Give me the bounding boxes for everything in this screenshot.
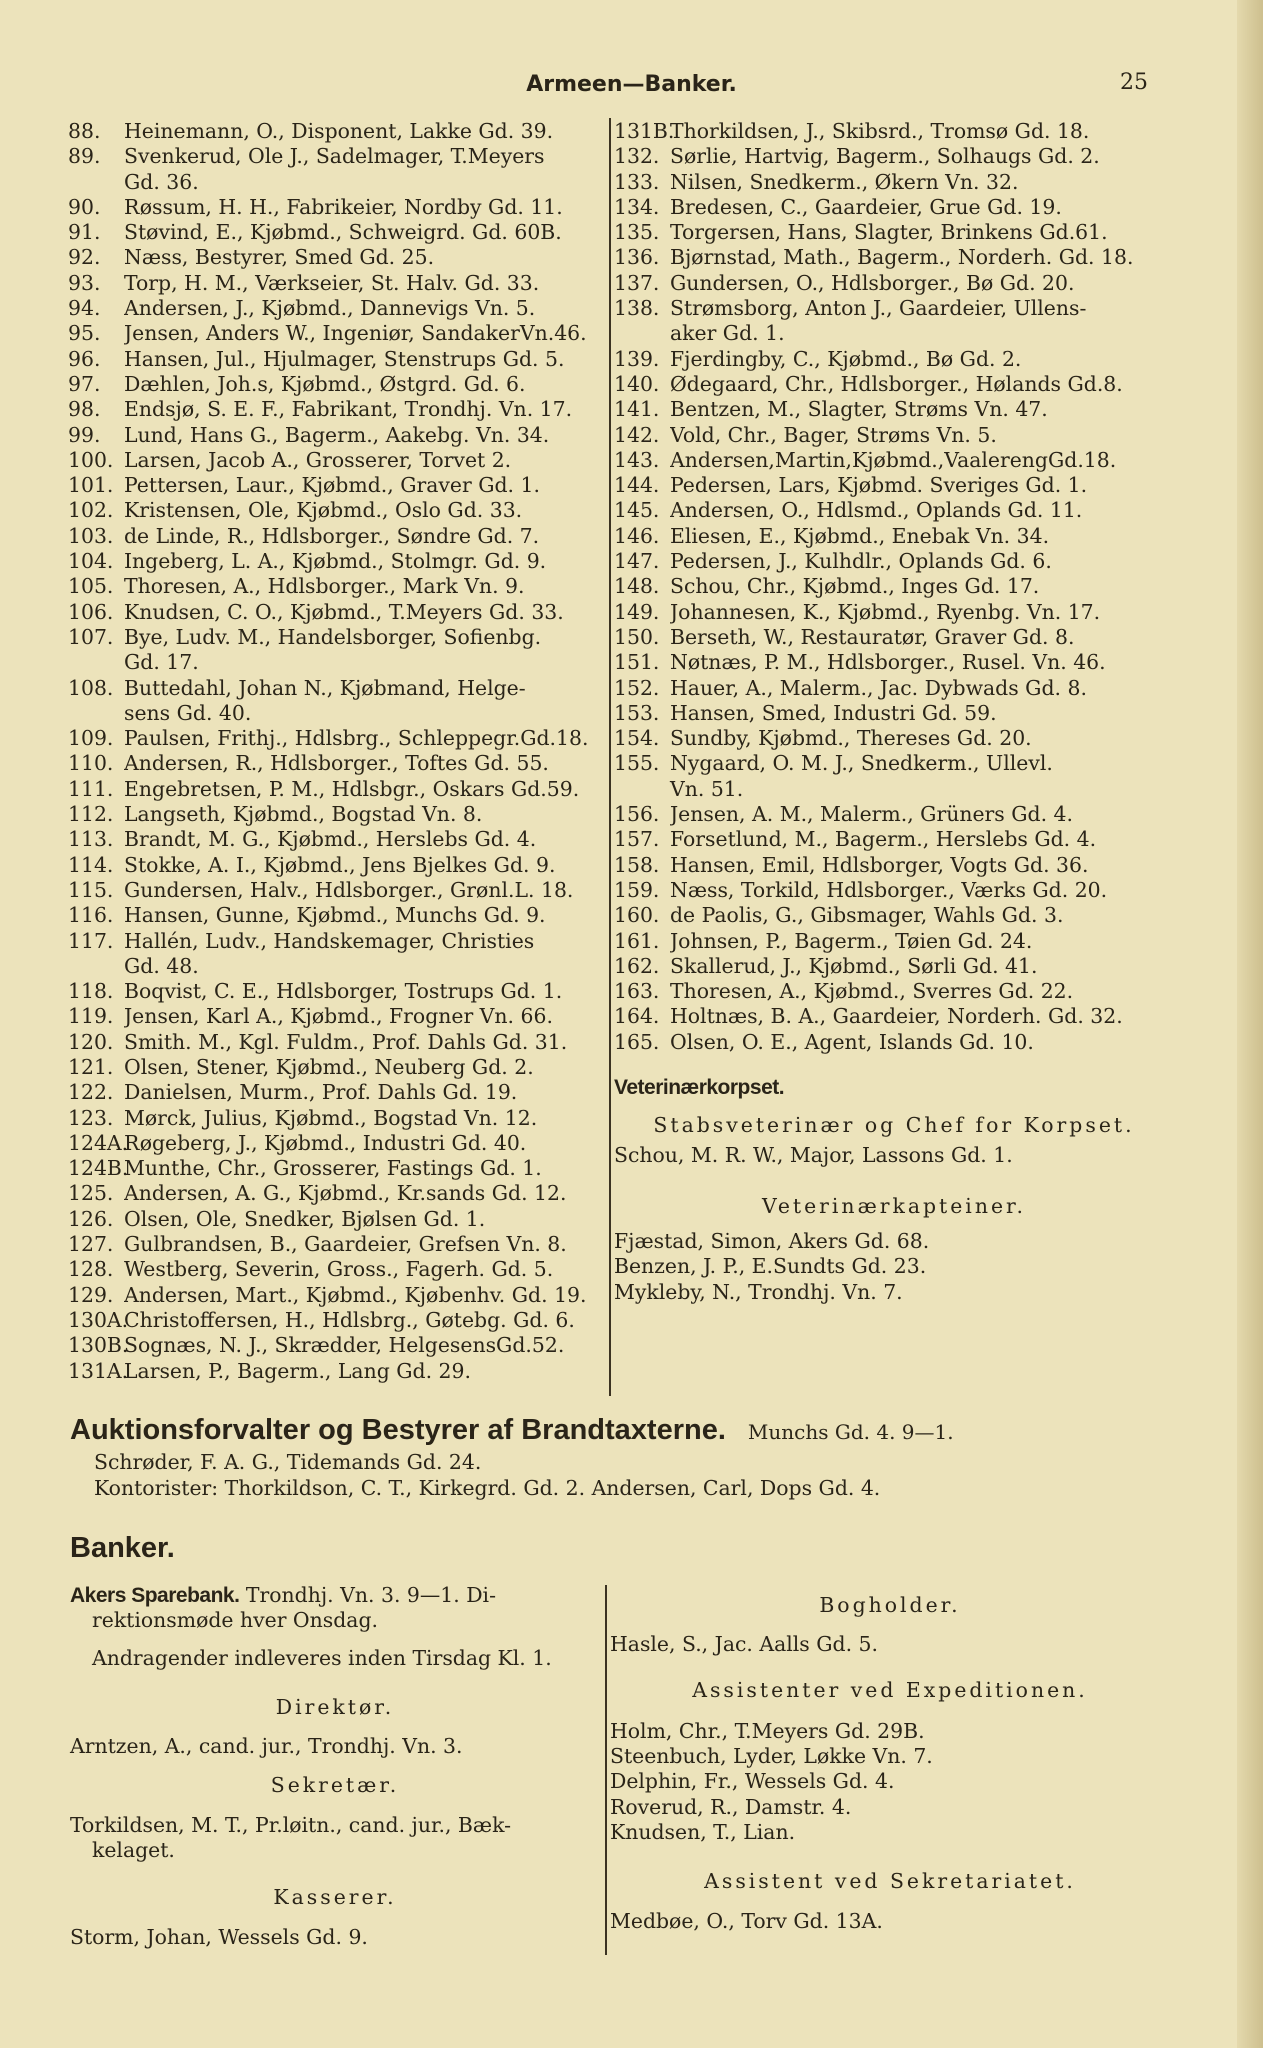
entry-text: Andersen, R., Hdlsborger., Toftes Gd. 55. bbox=[124, 751, 549, 776]
entry-text: Smith. M., Kgl. Fuldm., Prof. Dahls Gd. 31. bbox=[124, 1029, 568, 1054]
entry-number: 147. bbox=[614, 549, 660, 574]
entry-number: 90. bbox=[68, 194, 101, 219]
akers-sparebank-address: Trondhj. Vn. 3. 9—1. Di- bbox=[245, 1583, 496, 1607]
entry-text: Andersen, A. G., Kjøbmd., Kr.sands Gd. 12. bbox=[124, 1181, 567, 1206]
entry-text: Knudsen, C. O., Kjøbmd., T.Meyers Gd. 33. bbox=[124, 599, 564, 624]
entry-text: Bentzen, M., Slagter, Strøms Vn. 47. bbox=[670, 397, 1048, 422]
entry-text: Nøtnæs, P. M., Hdlsborger., Rusel. Vn. 46. bbox=[670, 650, 1106, 675]
entry-text: Andersen,Martin,Kjøbmd.,VaalerengGd.18. bbox=[670, 447, 1117, 472]
running-header: Armeen—Banker. bbox=[526, 72, 737, 97]
entry-number: 92. bbox=[68, 245, 101, 270]
directory-entry bbox=[614, 853, 1174, 878]
entry-number: 95. bbox=[68, 321, 101, 346]
entry-text: Bredesen, C., Gaardeier, Grue Gd. 19. bbox=[670, 194, 1062, 219]
directory-entry bbox=[68, 625, 606, 650]
directory-entry bbox=[68, 1283, 606, 1308]
directory-entry bbox=[614, 144, 1174, 169]
page-number: 25 bbox=[1120, 70, 1148, 95]
directory-entry bbox=[68, 1207, 606, 1232]
entry-text: Buttedahl, Johan N., Kjøbmand, Helge- bbox=[124, 675, 526, 700]
entry-text: Skallerud, J., Kjøbmd., Sørli Gd. 41. bbox=[670, 953, 1038, 978]
akers-sparebank-meetings: rektionsmøde hver Onsdag. bbox=[92, 1608, 378, 1633]
entry-number: 120. bbox=[68, 1029, 114, 1054]
entry-number: 152. bbox=[614, 675, 660, 700]
entry-number: 157. bbox=[614, 827, 660, 852]
directory-entry bbox=[68, 245, 606, 270]
entry-number: 143. bbox=[614, 447, 660, 472]
entry-number: 150. bbox=[614, 624, 660, 649]
bogholder-name: Hasle, S., Jac. Aalls Gd. 5. bbox=[610, 1632, 878, 1657]
entry-text: Hansen, Smed, Industri Gd. 59. bbox=[670, 700, 997, 725]
entry-text: Gulbrandsen, B., Gaardeier, Grefsen Vn. 8. bbox=[124, 1232, 567, 1257]
veterinaer-chef-heading: Stabsveterinær og Chef for Korpset. bbox=[653, 1113, 1135, 1138]
entry-number: 163. bbox=[614, 979, 660, 1004]
entry-number: 129. bbox=[68, 1282, 114, 1307]
entry-text: Thorkildsen, J., Skibsrd., Tromsø Gd. 18. bbox=[670, 119, 1090, 143]
directory-entry bbox=[614, 600, 1174, 625]
auktion-bestyrer: Schrøder, F. A. G., Tidemands Gd. 24. bbox=[94, 1450, 482, 1474]
entry-text: Sognæs, N. J., Skrædder, HelgesensGd.52. bbox=[124, 1333, 565, 1358]
entry-number: 145. bbox=[614, 498, 660, 523]
directory-entry bbox=[614, 827, 1174, 852]
directory-entry bbox=[68, 397, 606, 422]
directory-entry bbox=[68, 802, 606, 827]
directory-entry bbox=[68, 144, 606, 169]
entry-number: 103. bbox=[68, 523, 114, 548]
banker-heading: Banker. bbox=[70, 1532, 175, 1564]
veterinaer-kaptein: Fjæstad, Simon, Akers Gd. 68. bbox=[614, 1229, 930, 1254]
entry-continuation: Gd. 17. bbox=[124, 650, 199, 675]
directory-entry bbox=[614, 954, 1174, 979]
directory-entry bbox=[68, 549, 606, 574]
entry-number: 137. bbox=[614, 270, 660, 295]
entry-number: 116. bbox=[68, 903, 114, 928]
entry-number: 130A. bbox=[68, 1307, 129, 1332]
directory-entry bbox=[68, 1055, 606, 1080]
directory-entry bbox=[68, 448, 606, 473]
entry-continuation: Gd. 48. bbox=[124, 953, 199, 978]
directory-entry bbox=[614, 1004, 1174, 1029]
directory-entry bbox=[614, 676, 1174, 701]
assistenter-expedition-heading: Assistenter ved Expeditionen. bbox=[692, 1677, 1088, 1702]
entry-number: 162. bbox=[614, 953, 660, 978]
directory-entry bbox=[614, 170, 1174, 195]
entry-text: Christoffersen, H., Hdlsbrg., Gøtebg. Gd. 6. bbox=[124, 1307, 575, 1332]
directory-entry bbox=[614, 979, 1174, 1004]
entry-text: Jensen, A. M., Malerm., Grüners Gd. 4. bbox=[670, 802, 1073, 827]
entry-text: Støvind, E., Kjøbmd., Schweigrd. Gd. 60B. bbox=[124, 220, 562, 245]
akers-sparebank-name: Akers Sparebank. bbox=[70, 1584, 240, 1607]
entry-number: 109. bbox=[68, 726, 114, 751]
directory-entry bbox=[614, 802, 1174, 827]
entry-number: 106. bbox=[68, 599, 114, 624]
entry-number: 112. bbox=[68, 802, 114, 827]
banker-right-block bbox=[610, 1593, 1170, 1934]
entry-text: de Paolis, G., Gibsmager, Wahls Gd. 3. bbox=[670, 903, 1064, 928]
kasserer-heading: Kasserer. bbox=[273, 1885, 397, 1910]
entry-number: 132. bbox=[614, 144, 660, 169]
assistent-name: Roverud, R., Damstr. 4. bbox=[610, 1794, 852, 1819]
entry-number: 99. bbox=[68, 422, 101, 447]
directory-entry bbox=[614, 195, 1174, 220]
entry-number: 114. bbox=[68, 852, 114, 877]
directory-entry bbox=[68, 473, 606, 498]
veterinaer-chef: Schou, M. R. W., Major, Lassons Gd. 1. bbox=[614, 1142, 1013, 1167]
entry-number: 102. bbox=[68, 498, 114, 523]
veterinaer-kapteiner-heading: Veterinærkapteiner. bbox=[761, 1193, 1027, 1218]
entry-number: 127. bbox=[68, 1232, 114, 1257]
entry-number: 88. bbox=[68, 119, 101, 143]
entry-text: Nygaard, O. M. J., Snedkerm., Ullevl. bbox=[670, 751, 1053, 776]
entry-number: 105. bbox=[68, 574, 114, 599]
directory-entry bbox=[614, 119, 1174, 144]
entry-text: Fjerdingby, C., Kjøbmd., Bø Gd. 2. bbox=[670, 346, 1022, 371]
directory-entry bbox=[614, 574, 1174, 599]
entry-text: Kristensen, Ole, Kjøbmd., Oslo Gd. 33. bbox=[124, 498, 523, 523]
directory-entry bbox=[68, 574, 606, 599]
entry-text: Larsen, P., Bagerm., Lang Gd. 29. bbox=[124, 1358, 471, 1383]
entry-text: Berseth, W., Restauratør, Graver Gd. 8. bbox=[670, 624, 1075, 649]
akers-sparebank-line bbox=[70, 1583, 600, 1608]
entry-text: Olsen, Ole, Snedker, Bjølsen Gd. 1. bbox=[124, 1206, 486, 1231]
directory-entry bbox=[68, 1131, 606, 1156]
directory-entry bbox=[68, 1232, 606, 1257]
entry-text: Nilsen, Snedkerm., Økern Vn. 32. bbox=[670, 169, 1019, 194]
entry-text: Johannesen, K., Kjøbmd., Ryenbg. Vn. 17. bbox=[670, 599, 1101, 624]
entry-number: 115. bbox=[68, 877, 114, 902]
entry-text: Jensen, Karl A., Kjøbmd., Frogner Vn. 66. bbox=[124, 1004, 553, 1029]
directory-entry bbox=[68, 827, 606, 852]
entry-number: 133. bbox=[614, 169, 660, 194]
directory-entry bbox=[614, 473, 1174, 498]
entry-text: Hauer, A., Malerm., Jac. Dybwads Gd. 8. bbox=[670, 675, 1087, 700]
veterinaer-kaptein: Mykleby, N., Trondhj. Vn. 7. bbox=[614, 1279, 903, 1304]
entry-number: 134. bbox=[614, 194, 660, 219]
left-column-list bbox=[68, 119, 606, 1384]
directory-entry bbox=[68, 1030, 606, 1055]
directory-entry bbox=[614, 423, 1174, 448]
directory-entry bbox=[68, 423, 606, 448]
entry-text: Langseth, Kjøbmd., Bogstad Vn. 8. bbox=[124, 802, 483, 827]
veterinaer-kaptein: Benzen, J. P., E.Sundts Gd. 23. bbox=[614, 1254, 927, 1279]
entry-continuation: sens Gd. 40. bbox=[124, 700, 252, 725]
directory-entry bbox=[614, 397, 1174, 422]
entry-text: Stokke, A. I., Kjøbmd., Jens Bjelkes Gd. 9. bbox=[124, 852, 556, 877]
entry-text: Bye, Ludv. M., Handelsborger, Sofienbg. bbox=[124, 624, 542, 649]
directory-entry bbox=[68, 878, 606, 903]
directory-entry bbox=[68, 1004, 606, 1029]
entry-number: 117. bbox=[68, 928, 114, 953]
sekretaer-heading: Sekretær. bbox=[270, 1773, 400, 1798]
auktion-kontorister: Kontorister: Thorkildson, C. T., Kirkegrd. Gd. 2. Andersen, Carl, Dops Gd. 4. bbox=[94, 1476, 881, 1500]
entry-number: 89. bbox=[68, 144, 101, 169]
entry-text: Røgeberg, J., Kjøbmd., Industri Gd. 40. bbox=[124, 1130, 527, 1155]
directory-entry bbox=[614, 448, 1174, 473]
auktion-hours: Munchs Gd. 4. 9—1. bbox=[747, 1420, 954, 1444]
directory-entry bbox=[614, 1030, 1174, 1055]
entry-text: Holtnæs, B. A., Gaardeier, Norderh. Gd. 32. bbox=[670, 1004, 1123, 1029]
directory-entry bbox=[68, 903, 606, 928]
entry-text: Thoresen, A., Hdlsborger., Mark Vn. 9. bbox=[124, 574, 525, 599]
entry-text: Hansen, Gunne, Kjøbmd., Munchs Gd. 9. bbox=[124, 903, 546, 928]
assistent-sekretariat-name: Medbøe, O., Torv Gd. 13A. bbox=[610, 1908, 883, 1933]
entry-text: Heinemann, O., Disponent, Lakke Gd. 39. bbox=[124, 119, 554, 143]
entry-number: 118. bbox=[68, 979, 114, 1004]
entry-number: 100. bbox=[68, 447, 114, 472]
entry-number: 97. bbox=[68, 371, 101, 396]
entry-number: 144. bbox=[614, 473, 660, 498]
entry-number: 119. bbox=[68, 1004, 114, 1029]
entry-number: 128. bbox=[68, 1257, 114, 1282]
entry-number: 121. bbox=[68, 1054, 114, 1079]
entry-text: Thoresen, A., Kjøbmd., Sverres Gd. 22. bbox=[670, 979, 1074, 1004]
directory-entry bbox=[68, 600, 606, 625]
entry-number: 142. bbox=[614, 422, 660, 447]
banker-left-block bbox=[70, 1583, 600, 1950]
entry-text: Svenkerud, Ole J., Sadelmager, T.Meyers bbox=[124, 144, 545, 169]
entry-text: Røssum, H. H., Fabrikeier, Nordby Gd. 11. bbox=[124, 194, 563, 219]
direktor-name: Arntzen, A., cand. jur., Trondhj. Vn. 3. bbox=[70, 1734, 463, 1759]
entry-text: Johnsen, P., Bagerm., Tøien Gd. 24. bbox=[670, 928, 1033, 953]
directory-entry bbox=[68, 347, 606, 372]
entry-number: 124A. bbox=[68, 1130, 129, 1155]
entry-text: Jensen, Anders W., Ingeniør, SandakerVn.46. bbox=[124, 321, 587, 346]
directory-entry bbox=[614, 701, 1174, 726]
entry-text: Danielsen, Murm., Prof. Dahls Gd. 19. bbox=[124, 1080, 518, 1105]
entry-text: Torgersen, Hans, Slagter, Brinkens Gd.61. bbox=[670, 220, 1108, 245]
entry-number: 125. bbox=[68, 1181, 114, 1206]
directory-entry bbox=[68, 1257, 606, 1282]
auktion-title: Auktionsforvalter og Bestyrer af Brandtaxterne. bbox=[70, 1414, 726, 1446]
entry-number: 94. bbox=[68, 296, 101, 321]
entry-number: 136. bbox=[614, 245, 660, 270]
directory-entry bbox=[68, 195, 606, 220]
entry-text: Andersen, J., Kjøbmd., Dannevigs Vn. 5. bbox=[124, 296, 536, 321]
directory-entry bbox=[68, 929, 606, 954]
entry-number: 151. bbox=[614, 650, 660, 675]
entry-number: 161. bbox=[614, 928, 660, 953]
directory-entry bbox=[68, 1080, 606, 1105]
entry-text: Schou, Chr., Kjøbmd., Inges Gd. 17. bbox=[670, 574, 1040, 599]
entry-number: 111. bbox=[68, 776, 114, 801]
entry-text: Bjørnstad, Math., Bagerm., Norderh. Gd. 18. bbox=[670, 245, 1134, 270]
column-divider bbox=[609, 118, 611, 1396]
entry-text: Forsetlund, M., Bagerm., Herslebs Gd. 4. bbox=[670, 827, 1097, 852]
entry-number: 113. bbox=[68, 827, 114, 852]
auktion-heading bbox=[70, 1414, 954, 1447]
entry-text: Lund, Hans G., Bagerm., Aakebg. Vn. 34. bbox=[124, 422, 550, 447]
entry-text: Pettersen, Laur., Kjøbmd., Graver Gd. 1. bbox=[124, 473, 540, 498]
directory-entry bbox=[614, 245, 1174, 270]
entry-number: 165. bbox=[614, 1029, 660, 1054]
directory-entry bbox=[614, 726, 1174, 751]
entry-number: 98. bbox=[68, 397, 101, 422]
banker-column-divider bbox=[605, 1585, 607, 1955]
directory-entry bbox=[68, 119, 606, 144]
entry-text: Ingeberg, L. A., Kjøbmd., Stolmgr. Gd. 9. bbox=[124, 549, 547, 574]
entry-number: 160. bbox=[614, 903, 660, 928]
entry-text: Andersen, Mart., Kjøbmd., Kjøbenhv. Gd. 19. bbox=[124, 1282, 587, 1307]
veterinaer-heading: Veterinærkorpset. bbox=[614, 1075, 785, 1099]
sekretaer-name-cont: kelaget. bbox=[92, 1838, 175, 1863]
entry-number: 155. bbox=[614, 751, 660, 776]
directory-entry bbox=[614, 498, 1174, 523]
directory-entry bbox=[614, 878, 1174, 903]
entry-number: 123. bbox=[68, 1105, 114, 1130]
assistenter-expedition-list bbox=[610, 1719, 1170, 1845]
entry-continuation: Vn. 51. bbox=[670, 776, 744, 801]
directory-entry bbox=[614, 903, 1174, 928]
entry-number: 126. bbox=[68, 1206, 114, 1231]
assistent-name: Steenbuch, Lyder, Løkke Vn. 7. bbox=[610, 1744, 933, 1769]
directory-entry bbox=[68, 1156, 606, 1181]
entry-text: Paulsen, Frithj., Hdlsbrg., Schleppegr.Gd.18. bbox=[124, 726, 589, 751]
directory-entry bbox=[614, 220, 1174, 245]
entry-text: Mørck, Julius, Kjøbmd., Bogstad Vn. 12. bbox=[124, 1105, 538, 1130]
entry-text: Sundby, Kjøbmd., Thereses Gd. 20. bbox=[670, 726, 1032, 751]
entry-number: 148. bbox=[614, 574, 660, 599]
entry-text: Olsen, Stener, Kjøbmd., Neuberg Gd. 2. bbox=[124, 1054, 534, 1079]
directory-entry bbox=[68, 751, 606, 776]
directory-entry bbox=[614, 650, 1174, 675]
directory-entry bbox=[68, 979, 606, 1004]
entry-number: 91. bbox=[68, 220, 101, 245]
entry-number: 108. bbox=[68, 675, 114, 700]
entry-text: Dæhlen, Joh.s, Kjøbmd., Østgrd. Gd. 6. bbox=[124, 371, 526, 396]
directory-entry bbox=[68, 676, 606, 701]
entry-text: Torp, H. M., Værkseier, St. Halv. Gd. 33. bbox=[124, 270, 540, 295]
directory-entry bbox=[614, 347, 1174, 372]
entry-text: Olsen, O. E., Agent, Islands Gd. 10. bbox=[670, 1029, 1034, 1054]
direktor-heading: Direktør. bbox=[275, 1694, 395, 1719]
directory-entry bbox=[614, 751, 1174, 776]
directory-entry bbox=[68, 498, 606, 523]
entry-number: 131A. bbox=[68, 1358, 129, 1383]
bogholder-heading: Bogholder. bbox=[819, 1593, 961, 1617]
entry-number: 139. bbox=[614, 346, 660, 371]
entry-text: Engebretsen, P. M., Hdlsbgr., Oskars Gd.59. bbox=[124, 776, 580, 801]
entry-text: Strømsborg, Anton J., Gaardeier, Ullens- bbox=[670, 296, 1087, 321]
entry-number: 149. bbox=[614, 599, 660, 624]
entry-text: Hansen, Emil, Hdlsborger, Vogts Gd. 36. bbox=[670, 852, 1089, 877]
entry-number: 124B. bbox=[68, 1156, 129, 1181]
entry-number: 93. bbox=[68, 270, 101, 295]
entry-text: Næss, Bestyrer, Smed Gd. 25. bbox=[124, 245, 435, 270]
right-column-list bbox=[614, 119, 1174, 1055]
assistent-name: Knudsen, T., Lian. bbox=[610, 1820, 796, 1845]
kasserer-name: Storm, Johan, Wessels Gd. 9. bbox=[70, 1924, 368, 1949]
directory-entry bbox=[68, 1181, 606, 1206]
directory-entry bbox=[68, 1308, 606, 1333]
directory-entry bbox=[68, 372, 606, 397]
entry-text: Gundersen, O., Hdlsborger., Bø Gd. 20. bbox=[670, 270, 1075, 295]
entry-text: Næss, Torkild, Hdlsborger., Værks Gd. 20. bbox=[670, 877, 1108, 902]
entry-number: 104. bbox=[68, 549, 114, 574]
entry-text: Munthe, Chr., Grosserer, Fastings Gd. 1. bbox=[124, 1156, 542, 1181]
entry-text: Sørlie, Hartvig, Bagerm., Solhaugs Gd. 2. bbox=[670, 144, 1100, 169]
directory-entry bbox=[68, 220, 606, 245]
entry-number: 141. bbox=[614, 397, 660, 422]
entry-number: 140. bbox=[614, 371, 660, 396]
entry-number: 153. bbox=[614, 700, 660, 725]
directory-entry bbox=[614, 625, 1174, 650]
entry-number: 131B. bbox=[614, 119, 675, 143]
entry-number: 107. bbox=[68, 624, 114, 649]
assistent-name: Delphin, Fr., Wessels Gd. 4. bbox=[610, 1769, 895, 1794]
entry-number: 101. bbox=[68, 473, 114, 498]
entry-text: Ødegaard, Chr., Hdlsborger., Hølands Gd.8. bbox=[670, 371, 1123, 396]
entry-number: 156. bbox=[614, 802, 660, 827]
entry-number: 110. bbox=[68, 751, 114, 776]
entry-text: Larsen, Jacob A., Grosserer, Torvet 2. bbox=[124, 447, 512, 472]
entry-number: 146. bbox=[614, 523, 660, 548]
entry-text: Pedersen, Lars, Kjøbmd. Sveriges Gd. 1. bbox=[670, 473, 1088, 498]
akers-andragender: Andragender indleveres inden Tirsdag Kl. 1. bbox=[92, 1645, 552, 1670]
entry-text: Andersen, O., Hdlsmd., Oplands Gd. 11. bbox=[670, 498, 1083, 523]
directory-entry bbox=[614, 271, 1174, 296]
directory-entry bbox=[68, 1106, 606, 1131]
veterinaer-kapteiner-list bbox=[614, 1229, 1174, 1305]
entry-text: Hansen, Jul., Hjulmager, Stenstrups Gd. 5. bbox=[124, 346, 565, 371]
directory-entry bbox=[68, 524, 606, 549]
entry-continuation: Gd. 36. bbox=[124, 169, 199, 194]
sekretaer-name: Torkildsen, M. T., Pr.løitn., cand. jur., Bæk- bbox=[70, 1812, 511, 1837]
directory-entry bbox=[614, 524, 1174, 549]
entry-text: Gundersen, Halv., Hdlsborger., Grønl.L. 18. bbox=[124, 877, 574, 902]
entry-text: Eliesen, E., Kjøbmd., Enebak Vn. 34. bbox=[670, 523, 1050, 548]
directory-entry bbox=[614, 372, 1174, 397]
entry-continuation: aker Gd. 1. bbox=[670, 321, 785, 346]
assistent-sekretariat-heading: Assistent ved Sekretariatet. bbox=[704, 1869, 1076, 1894]
entry-number: 122. bbox=[68, 1080, 114, 1105]
directory-entry bbox=[68, 1333, 606, 1358]
directory-entry bbox=[68, 726, 606, 751]
entry-text: de Linde, R., Hdlsborger., Søndre Gd. 7. bbox=[124, 523, 540, 548]
entry-text: Endsjø, S. E. F., Fabrikant, Trondhj. Vn. 17. bbox=[124, 397, 573, 422]
entry-number: 159. bbox=[614, 877, 660, 902]
directory-entry bbox=[68, 271, 606, 296]
entry-text: Boqvist, C. E., Hdlsborger, Tostrups Gd. 1. bbox=[124, 979, 563, 1004]
right-column bbox=[614, 119, 1174, 1305]
entry-number: 138. bbox=[614, 296, 660, 321]
assistent-name: Holm, Chr., T.Meyers Gd. 29B. bbox=[610, 1718, 925, 1743]
directory-entry bbox=[614, 929, 1174, 954]
directory-entry bbox=[68, 1359, 606, 1384]
entry-number: 96. bbox=[68, 346, 101, 371]
entry-number: 130B. bbox=[68, 1333, 129, 1358]
directory-entry bbox=[614, 549, 1174, 574]
entry-number: 135. bbox=[614, 220, 660, 245]
entry-number: 154. bbox=[614, 726, 660, 751]
entry-text: Westberg, Severin, Gross., Fagerh. Gd. 5. bbox=[124, 1257, 554, 1282]
entry-text: Pedersen, J., Kulhdlr., Oplands Gd. 6. bbox=[670, 549, 1052, 574]
entry-text: Brandt, M. G., Kjøbmd., Herslebs Gd. 4. bbox=[124, 827, 537, 852]
directory-entry bbox=[68, 853, 606, 878]
entry-text: Vold, Chr., Bager, Strøms Vn. 5. bbox=[670, 422, 997, 447]
entry-number: 158. bbox=[614, 852, 660, 877]
directory-entry bbox=[68, 296, 606, 321]
entry-number: 164. bbox=[614, 1004, 660, 1029]
directory-entry bbox=[614, 296, 1174, 321]
directory-entry bbox=[68, 777, 606, 802]
entry-text: Hallén, Ludv., Handskemager, Christies bbox=[124, 928, 535, 953]
directory-entry bbox=[68, 321, 606, 346]
